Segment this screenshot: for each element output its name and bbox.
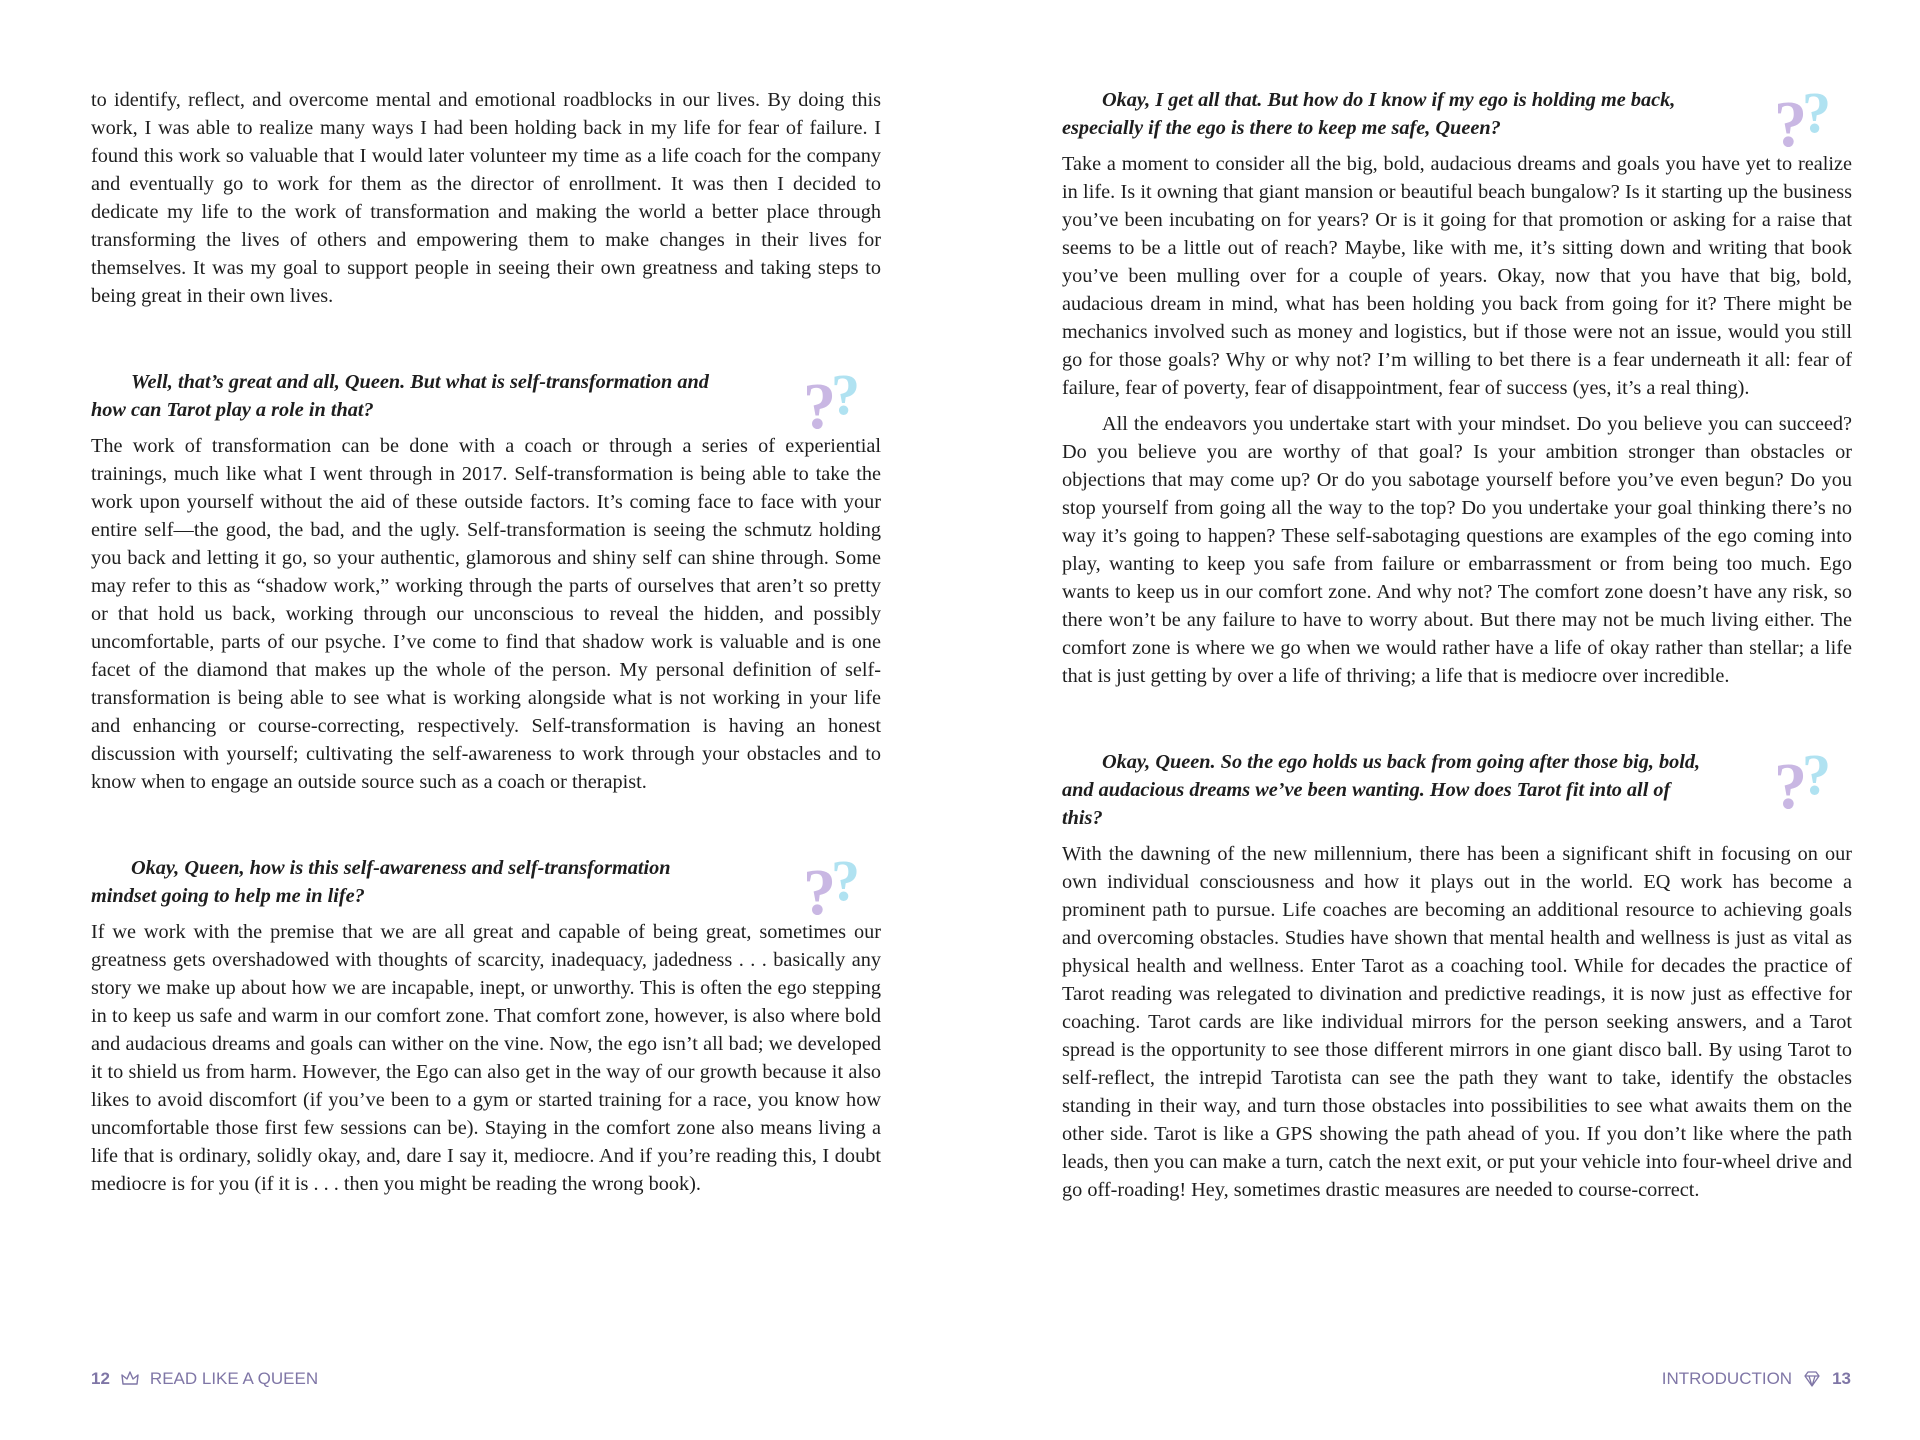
page-number: 12 — [91, 1369, 110, 1388]
left-footer — [91, 1369, 318, 1389]
paragraph: to identify, reflect, and overcome mental and emotional roadblocks in our lives. By doing this work, I was able to realize many ways I had been holding back in my life for fear of failure. I found this work so valuable that I would later volunteer my time as a life coach for the company and eventually go to work for them as the director of enrollment. It was then I decided to dedicate my life to the work of transformation and making the world a better place through transforming the lives of others and empowering them to make changes in their lives for themselves. It was my goal to support people in seeing their own greatness and taking steps to being great in their own lives. — [91, 89, 881, 307]
question-heading: Well, that’s great and all, Queen. But what is self-transformation and how can Tarot play a role in that? — [91, 371, 709, 421]
question-block — [1062, 748, 1852, 832]
left-page — [91, 86, 881, 1198]
paragraph: If we work with the premise that we are all great and capable of being great, sometimes our greatness gets overshadowed with thoughts of scarcity, inadequacy, jadedness . . . basically any story we make up about how we are incapable, inept, or unworthy. This is often the ego stepping in to keep us safe and warm in our comfort zone. That comfort zone, however, is also where bold and audacious dreams and goals can wither on the vine. Now, the ego isn’t all bad; we developed it to shield us from harm. However, the Ego can also get in the way of our growth because it also likes to avoid discomfort (if you’ve been to a gym or started training for a race, you know how uncomfortable those first few sessions can be). Staying in the comfort zone also means living a life that is ordinary, solidly okay, and, dare I say it, mediocre. And if you’re reading this, I doubt mediocre is for you (if it is . . . then you might be reading the wrong book). — [91, 921, 881, 1195]
page-number: 13 — [1832, 1369, 1851, 1388]
question-marks-icon — [1772, 748, 1842, 814]
question-block — [91, 854, 881, 910]
gem-icon — [1802, 1369, 1822, 1389]
paragraph: Take a moment to consider all the big, bold, audacious dreams and goals you have yet to realize in life. Is it owning that giant mansion or beautiful beach bungalow? Is it starting up the business you’ve been incubating on for years? Or is it going for that promotion or asking for a raise that seems to be a little out of reach? Maybe, like with me, it’s sitting down and writing that book you’ve been mulling over for a couple of years. Okay, now that you have that big, bold, audacious dream in mind, what has been holding you back from going for it? There might be mechanics involved such as money and logistics, but if those were not an issue, would you still go for those goals? Why or why not? I’m willing to bet there is a fear underneath it all: fear of failure, fear of poverty, fear of disappointment, fear of success (yes, it’s a real thing). — [1062, 153, 1852, 399]
right-footer — [1662, 1369, 1851, 1389]
question-block — [1062, 86, 1852, 142]
question-heading: Okay, I get all that. But how do I know if my ego is holding me back, especially if the ego is there to keep me safe, Queen? — [1062, 89, 1676, 139]
question-marks-icon — [801, 854, 871, 920]
paragraph: All the endeavors you undertake start with your mindset. Do you believe you can succeed? Do you believe you are worthy of that goal? Is your ambition stronger than obstacles or objections that may come up? Or do you sabotage yourself before you’ve even begun? Do you stop yourself from going all the way to the top? Do you undertake your goal thinking there’s no way it’s going to happen? These self-sabotaging questions are examples of the ego coming into play, wanting to keep you safe from failure or embarrassment or from being too much. Ego wants to keep us in our comfort zone. And why not? The comfort zone doesn’t have any risk, so there won’t be any failure to have to worry about. But there may not be much living either. The comfort zone is where we go when we would rather have a life of okay rather than stellar; a life that is just getting by over a life of thriving; a life that is mediocre over incredible. — [1062, 413, 1852, 687]
paragraph: With the dawning of the new millennium, there has been a significant shift in focusing on our own individual consciousness and how it plays out in the world. EQ work has become a prominent path to pursue. Life coaches are becoming an additional resource to achieving goals and overcoming obstacles. Studies have shown that mental health and wellness is just as vital as physical health and wellness. Enter Tarot as a coaching tool. While for decades the practice of Tarot reading was relegated to divination and predictive readings, it is now just as effective for coaching. Tarot cards are like individual mirrors for the person seeking answers, and a Tarot spread is the opportunity to see those different mirrors in one giant disco ball. By using Tarot to self-reflect, the intrepid Tarotista can see the path they want to take, identify the obstacles standing in their way, and turn those obstacles into possibilities to see what awaits them on the other side. Tarot is like a GPS showing the path ahead of you. If you don’t like where the path leads, then you can make a turn, catch the next exit, or put your vehicle into four-wheel drive and go off-roading! Hey, sometimes drastic measures are needed to course-correct. — [1062, 843, 1852, 1201]
right-page — [1062, 86, 1852, 1204]
crown-icon — [120, 1369, 140, 1389]
question-marks-icon — [1772, 86, 1842, 152]
running-head: READ LIKE A QUEEN — [149, 1369, 319, 1388]
paragraph: The work of transformation can be done with a coach or through a series of experiential trainings, much like what I went through in 2017. Self-transformation is being able to take the work upon yourself without the aid of these outside factors. It’s coming face to face with your entire self—the good, the bad, and the ugly. Self-transformation is seeing the schmutz holding you back and letting it go, so your authentic, glamorous and shiny self can shine through. Some may refer to this as “shadow work,” working through the parts of ourselves that aren’t so pretty or that hold us back, working through our unconscious to reveal the hidden, and possibly uncomfortable, parts of our psyche. I’ve come to find that shadow work is valuable and is one facet of the diamond that makes up the whole of the person. My personal definition of self-transformation is being able to see what is working alongside what is not working in your life and enhancing or course-correcting, respectively. Self-transformation is having an honest discussion with yourself; cultivating the self-awareness to work through your obstacles and to know when to engage an outside source such as a coach or therapist. — [91, 435, 881, 793]
question-heading: Okay, Queen, how is this self-awareness and self-transformation mindset going to help me in life? — [91, 857, 671, 907]
running-head: INTRODUCTION — [1661, 1369, 1793, 1388]
question-block — [91, 368, 881, 424]
question-marks-icon — [801, 368, 871, 434]
question-heading: Okay, Queen. So the ego holds us back from going after those big, bold, and audacious dreams we’ve been wanting. How does Tarot fit into all of this? — [1062, 751, 1701, 829]
